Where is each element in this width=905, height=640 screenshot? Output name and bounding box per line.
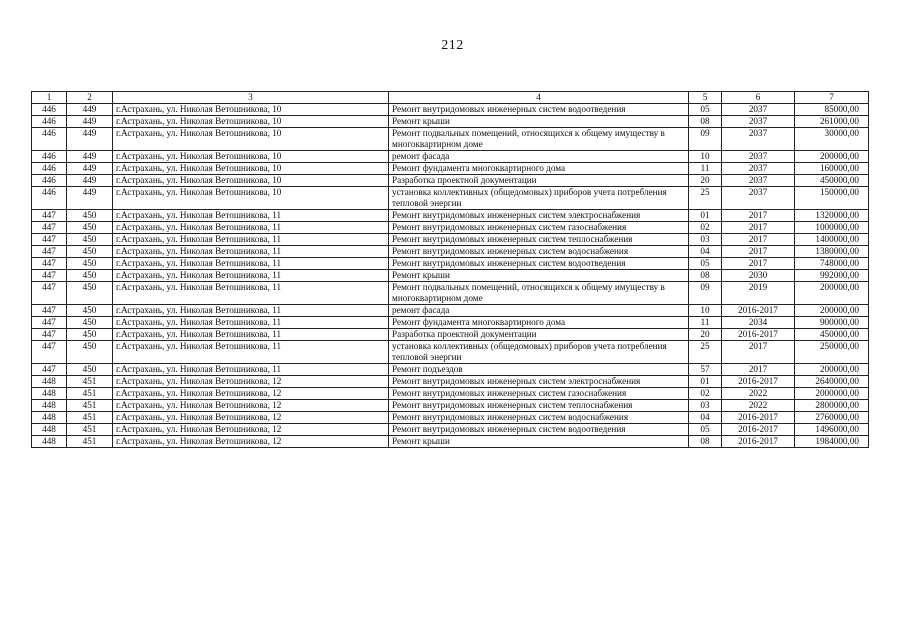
house-number-cell: 451 bbox=[67, 388, 113, 400]
table-row bbox=[32, 270, 869, 282]
house-number-cell: 450 bbox=[67, 329, 113, 341]
house-number-cell: 449 bbox=[67, 175, 113, 187]
cost-cell: 450000,00 bbox=[795, 329, 869, 341]
address-cell: г.Астрахань, ул. Николая Ветошникова, 11 bbox=[113, 246, 389, 258]
work-code-cell: 20 bbox=[689, 175, 722, 187]
table-row bbox=[32, 210, 869, 222]
year-cell: 2017 bbox=[722, 364, 795, 376]
work-type-cell: Ремонт внутридомовых инженерных систем электроснабжения bbox=[389, 210, 689, 222]
year-cell: 2037 bbox=[722, 104, 795, 116]
house-number-cell: 449 bbox=[67, 116, 113, 128]
year-cell: 2037 bbox=[722, 187, 795, 210]
row-number-cell: 447 bbox=[32, 341, 67, 364]
house-number-cell: 451 bbox=[67, 400, 113, 412]
work-code-cell: 05 bbox=[689, 424, 722, 436]
house-number-cell: 450 bbox=[67, 210, 113, 222]
row-number-cell: 447 bbox=[32, 329, 67, 341]
table-row bbox=[32, 388, 869, 400]
cost-cell: 200000,00 bbox=[795, 364, 869, 376]
address-cell: г.Астрахань, ул. Николая Ветошникова, 11 bbox=[113, 222, 389, 234]
cost-cell: 160000,00 bbox=[795, 163, 869, 175]
year-cell: 2016-2017 bbox=[722, 329, 795, 341]
house-number-cell: 450 bbox=[67, 258, 113, 270]
cost-cell: 1380000,00 bbox=[795, 246, 869, 258]
address-cell: г.Астрахань, ул. Николая Ветошникова, 12 bbox=[113, 412, 389, 424]
address-cell: г.Астрахань, ул. Николая Ветошникова, 11 bbox=[113, 329, 389, 341]
work-type-cell: ремонт фасада bbox=[389, 151, 689, 163]
work-type-cell: Ремонт внутридомовых инженерных систем электроснабжения bbox=[389, 376, 689, 388]
col-7-header: 7 bbox=[795, 92, 869, 104]
address-cell: г.Астрахань, ул. Николая Ветошникова, 11 bbox=[113, 341, 389, 364]
table-row bbox=[32, 400, 869, 412]
address-cell: г.Астрахань, ул. Николая Ветошникова, 11 bbox=[113, 305, 389, 317]
cost-cell: 1984000,00 bbox=[795, 436, 869, 448]
year-cell: 2017 bbox=[722, 258, 795, 270]
work-code-cell: 03 bbox=[689, 400, 722, 412]
work-code-cell: 03 bbox=[689, 234, 722, 246]
row-number-cell: 447 bbox=[32, 282, 67, 305]
house-number-cell: 449 bbox=[67, 163, 113, 175]
house-number-cell: 450 bbox=[67, 364, 113, 376]
table-row bbox=[32, 376, 869, 388]
table-row bbox=[32, 412, 869, 424]
table-row bbox=[32, 234, 869, 246]
cost-cell: 992000,00 bbox=[795, 270, 869, 282]
house-number-cell: 450 bbox=[67, 270, 113, 282]
year-cell: 2037 bbox=[722, 128, 795, 151]
row-number-cell: 447 bbox=[32, 246, 67, 258]
work-type-cell: установка коллективных (общедомовых) приборов учета потребления тепловой энергии bbox=[389, 341, 689, 364]
house-number-cell: 449 bbox=[67, 187, 113, 210]
page-number: 212 bbox=[441, 38, 464, 53]
table-row bbox=[32, 282, 869, 305]
table-body bbox=[32, 104, 869, 448]
row-number-cell: 446 bbox=[32, 187, 67, 210]
table-row bbox=[32, 128, 869, 151]
cost-cell: 2760000,00 bbox=[795, 412, 869, 424]
col-3-header: 3 bbox=[113, 92, 389, 104]
year-cell: 2037 bbox=[722, 163, 795, 175]
work-code-cell: 08 bbox=[689, 436, 722, 448]
row-number-cell: 446 bbox=[32, 151, 67, 163]
row-number-cell: 446 bbox=[32, 175, 67, 187]
address-cell: г.Астрахань, ул. Николая Ветошникова, 12 bbox=[113, 376, 389, 388]
table-row bbox=[32, 175, 869, 187]
table-row bbox=[32, 341, 869, 364]
row-number-cell: 448 bbox=[32, 376, 67, 388]
work-code-cell: 25 bbox=[689, 341, 722, 364]
work-type-cell: Разработка проектной документации bbox=[389, 329, 689, 341]
row-number-cell: 447 bbox=[32, 222, 67, 234]
work-code-cell: 10 bbox=[689, 151, 722, 163]
address-cell: г.Астрахань, ул. Николая Ветошникова, 10 bbox=[113, 151, 389, 163]
work-type-cell: Ремонт крыши bbox=[389, 116, 689, 128]
row-number-cell: 447 bbox=[32, 270, 67, 282]
work-type-cell: Разработка проектной документации bbox=[389, 175, 689, 187]
year-cell: 2037 bbox=[722, 151, 795, 163]
house-number-cell: 449 bbox=[67, 104, 113, 116]
house-number-cell: 449 bbox=[67, 151, 113, 163]
address-cell: г.Астрахань, ул. Николая Ветошникова, 11 bbox=[113, 282, 389, 305]
col-4-header: 4 bbox=[389, 92, 689, 104]
row-number-cell: 447 bbox=[32, 305, 67, 317]
work-type-cell: установка коллективных (общедомовых) приборов учета потребления тепловой энергии bbox=[389, 187, 689, 210]
work-type-cell: Ремонт фундамента многоквартирного дома bbox=[389, 163, 689, 175]
year-cell: 2037 bbox=[722, 116, 795, 128]
work-code-cell: 04 bbox=[689, 246, 722, 258]
cost-cell: 30000,00 bbox=[795, 128, 869, 151]
cost-cell: 85000,00 bbox=[795, 104, 869, 116]
work-type-cell: Ремонт внутридомовых инженерных систем водоотведения bbox=[389, 424, 689, 436]
work-code-cell: 02 bbox=[689, 388, 722, 400]
house-number-cell: 450 bbox=[67, 317, 113, 329]
year-cell: 2034 bbox=[722, 317, 795, 329]
row-number-cell: 448 bbox=[32, 388, 67, 400]
work-type-cell: Ремонт внутридомовых инженерных систем теплоснабжения bbox=[389, 234, 689, 246]
row-number-cell: 446 bbox=[32, 163, 67, 175]
row-number-cell: 448 bbox=[32, 412, 67, 424]
year-cell: 2016-2017 bbox=[722, 305, 795, 317]
work-code-cell: 01 bbox=[689, 376, 722, 388]
house-number-cell: 451 bbox=[67, 412, 113, 424]
work-type-cell: Ремонт внутридомовых инженерных систем водоотведения bbox=[389, 104, 689, 116]
cost-cell: 900000,00 bbox=[795, 317, 869, 329]
year-cell: 2037 bbox=[722, 175, 795, 187]
year-cell: 2022 bbox=[722, 400, 795, 412]
table-row bbox=[32, 222, 869, 234]
address-cell: г.Астрахань, ул. Николая Ветошникова, 11 bbox=[113, 364, 389, 376]
table-row bbox=[32, 246, 869, 258]
cost-cell: 2800000,00 bbox=[795, 400, 869, 412]
address-cell: г.Астрахань, ул. Николая Ветошникова, 10 bbox=[113, 104, 389, 116]
cost-cell: 261000,00 bbox=[795, 116, 869, 128]
house-number-cell: 450 bbox=[67, 305, 113, 317]
work-type-cell: Ремонт подвальных помещений, относящихся к общему имуществу в многоквартирном доме bbox=[389, 128, 689, 151]
work-code-cell: 10 bbox=[689, 305, 722, 317]
table-row bbox=[32, 305, 869, 317]
cost-cell: 250000,00 bbox=[795, 341, 869, 364]
house-number-cell: 450 bbox=[67, 246, 113, 258]
work-code-cell: 05 bbox=[689, 258, 722, 270]
work-type-cell: Ремонт подвальных помещений, относящихся к общему имуществу в многоквартирном доме bbox=[389, 282, 689, 305]
work-type-cell: Ремонт подъездов bbox=[389, 364, 689, 376]
year-cell: 2016-2017 bbox=[722, 424, 795, 436]
table-row bbox=[32, 104, 869, 116]
table-row bbox=[32, 317, 869, 329]
work-code-cell: 09 bbox=[689, 128, 722, 151]
row-number-cell: 447 bbox=[32, 258, 67, 270]
year-cell: 2017 bbox=[722, 222, 795, 234]
year-cell: 2017 bbox=[722, 210, 795, 222]
year-cell: 2030 bbox=[722, 270, 795, 282]
address-cell: г.Астрахань, ул. Николая Ветошникова, 12 bbox=[113, 400, 389, 412]
table-row bbox=[32, 329, 869, 341]
work-code-cell: 09 bbox=[689, 282, 722, 305]
cost-cell: 200000,00 bbox=[795, 282, 869, 305]
work-type-cell: Ремонт внутридомовых инженерных систем газоснабжения bbox=[389, 222, 689, 234]
row-number-cell: 446 bbox=[32, 104, 67, 116]
house-number-cell: 451 bbox=[67, 424, 113, 436]
address-cell: г.Астрахань, ул. Николая Ветошникова, 11 bbox=[113, 234, 389, 246]
work-type-cell: Ремонт фундамента многоквартирного дома bbox=[389, 317, 689, 329]
table-row bbox=[32, 258, 869, 270]
address-cell: г.Астрахань, ул. Николая Ветошникова, 11 bbox=[113, 317, 389, 329]
work-code-cell: 11 bbox=[689, 317, 722, 329]
house-number-cell: 449 bbox=[67, 128, 113, 151]
work-code-cell: 02 bbox=[689, 222, 722, 234]
work-code-cell: 04 bbox=[689, 412, 722, 424]
works-table bbox=[31, 91, 869, 448]
house-number-cell: 450 bbox=[67, 341, 113, 364]
cost-cell: 200000,00 bbox=[795, 305, 869, 317]
house-number-cell: 450 bbox=[67, 282, 113, 305]
work-code-cell: 05 bbox=[689, 104, 722, 116]
table-row bbox=[32, 163, 869, 175]
row-number-cell: 448 bbox=[32, 424, 67, 436]
row-number-cell: 446 bbox=[32, 128, 67, 151]
work-code-cell: 25 bbox=[689, 187, 722, 210]
year-cell: 2016-2017 bbox=[722, 412, 795, 424]
address-cell: г.Астрахань, ул. Николая Ветошникова, 10 bbox=[113, 175, 389, 187]
col-2-header: 2 bbox=[67, 92, 113, 104]
work-type-cell: Ремонт внутридомовых инженерных систем водоснабжения bbox=[389, 412, 689, 424]
address-cell: г.Астрахань, ул. Николая Ветошникова, 10 bbox=[113, 163, 389, 175]
table-row bbox=[32, 424, 869, 436]
year-cell: 2019 bbox=[722, 282, 795, 305]
table-row bbox=[32, 151, 869, 163]
work-code-cell: 20 bbox=[689, 329, 722, 341]
address-cell: г.Астрахань, ул. Николая Ветошникова, 11 bbox=[113, 258, 389, 270]
col-5-header: 5 bbox=[689, 92, 722, 104]
work-type-cell: Ремонт внутридомовых инженерных систем водоотведения bbox=[389, 258, 689, 270]
house-number-cell: 450 bbox=[67, 234, 113, 246]
table-row bbox=[32, 116, 869, 128]
house-number-cell: 451 bbox=[67, 376, 113, 388]
house-number-cell: 451 bbox=[67, 436, 113, 448]
address-cell: г.Астрахань, ул. Николая Ветошникова, 12 bbox=[113, 436, 389, 448]
address-cell: г.Астрахань, ул. Николая Ветошникова, 11 bbox=[113, 210, 389, 222]
row-number-cell: 447 bbox=[32, 210, 67, 222]
cost-cell: 1400000,00 bbox=[795, 234, 869, 246]
address-cell: г.Астрахань, ул. Николая Ветошникова, 12 bbox=[113, 388, 389, 400]
cost-cell: 2000000,00 bbox=[795, 388, 869, 400]
address-cell: г.Астрахань, ул. Николая Ветошникова, 10 bbox=[113, 128, 389, 151]
work-code-cell: 57 bbox=[689, 364, 722, 376]
cost-cell: 1320000,00 bbox=[795, 210, 869, 222]
work-type-cell: Ремонт внутридомовых инженерных систем водоснабжения bbox=[389, 246, 689, 258]
table-row bbox=[32, 187, 869, 210]
house-number-cell: 450 bbox=[67, 222, 113, 234]
work-code-cell: 08 bbox=[689, 270, 722, 282]
cost-cell: 1000000,00 bbox=[795, 222, 869, 234]
row-number-cell: 446 bbox=[32, 116, 67, 128]
year-cell: 2017 bbox=[722, 246, 795, 258]
work-type-cell: ремонт фасада bbox=[389, 305, 689, 317]
header-row bbox=[32, 92, 869, 104]
cost-cell: 2640000,00 bbox=[795, 376, 869, 388]
row-number-cell: 447 bbox=[32, 317, 67, 329]
work-type-cell: Ремонт внутридомовых инженерных систем теплоснабжения bbox=[389, 400, 689, 412]
cost-cell: 450000,00 bbox=[795, 175, 869, 187]
cost-cell: 1496000,00 bbox=[795, 424, 869, 436]
year-cell: 2022 bbox=[722, 388, 795, 400]
work-type-cell: Ремонт крыши bbox=[389, 270, 689, 282]
table-row bbox=[32, 436, 869, 448]
work-type-cell: Ремонт внутридомовых инженерных систем газоснабжения bbox=[389, 388, 689, 400]
address-cell: г.Астрахань, ул. Николая Ветошникова, 12 bbox=[113, 424, 389, 436]
cost-cell: 200000,00 bbox=[795, 151, 869, 163]
row-number-cell: 447 bbox=[32, 234, 67, 246]
year-cell: 2016-2017 bbox=[722, 376, 795, 388]
year-cell: 2016-2017 bbox=[722, 436, 795, 448]
address-cell: г.Астрахань, ул. Николая Ветошникова, 10 bbox=[113, 187, 389, 210]
cost-cell: 150000,00 bbox=[795, 187, 869, 210]
work-code-cell: 11 bbox=[689, 163, 722, 175]
row-number-cell: 447 bbox=[32, 364, 67, 376]
address-cell: г.Астрахань, ул. Николая Ветошникова, 11 bbox=[113, 270, 389, 282]
row-number-cell: 448 bbox=[32, 400, 67, 412]
year-cell: 2017 bbox=[722, 341, 795, 364]
cost-cell: 748000,00 bbox=[795, 258, 869, 270]
work-code-cell: 08 bbox=[689, 116, 722, 128]
work-code-cell: 01 bbox=[689, 210, 722, 222]
col-1-header: 1 bbox=[32, 92, 67, 104]
year-cell: 2017 bbox=[722, 234, 795, 246]
work-type-cell: Ремонт крыши bbox=[389, 436, 689, 448]
address-cell: г.Астрахань, ул. Николая Ветошникова, 10 bbox=[113, 116, 389, 128]
row-number-cell: 448 bbox=[32, 436, 67, 448]
col-6-header: 6 bbox=[722, 92, 795, 104]
table-row bbox=[32, 364, 869, 376]
